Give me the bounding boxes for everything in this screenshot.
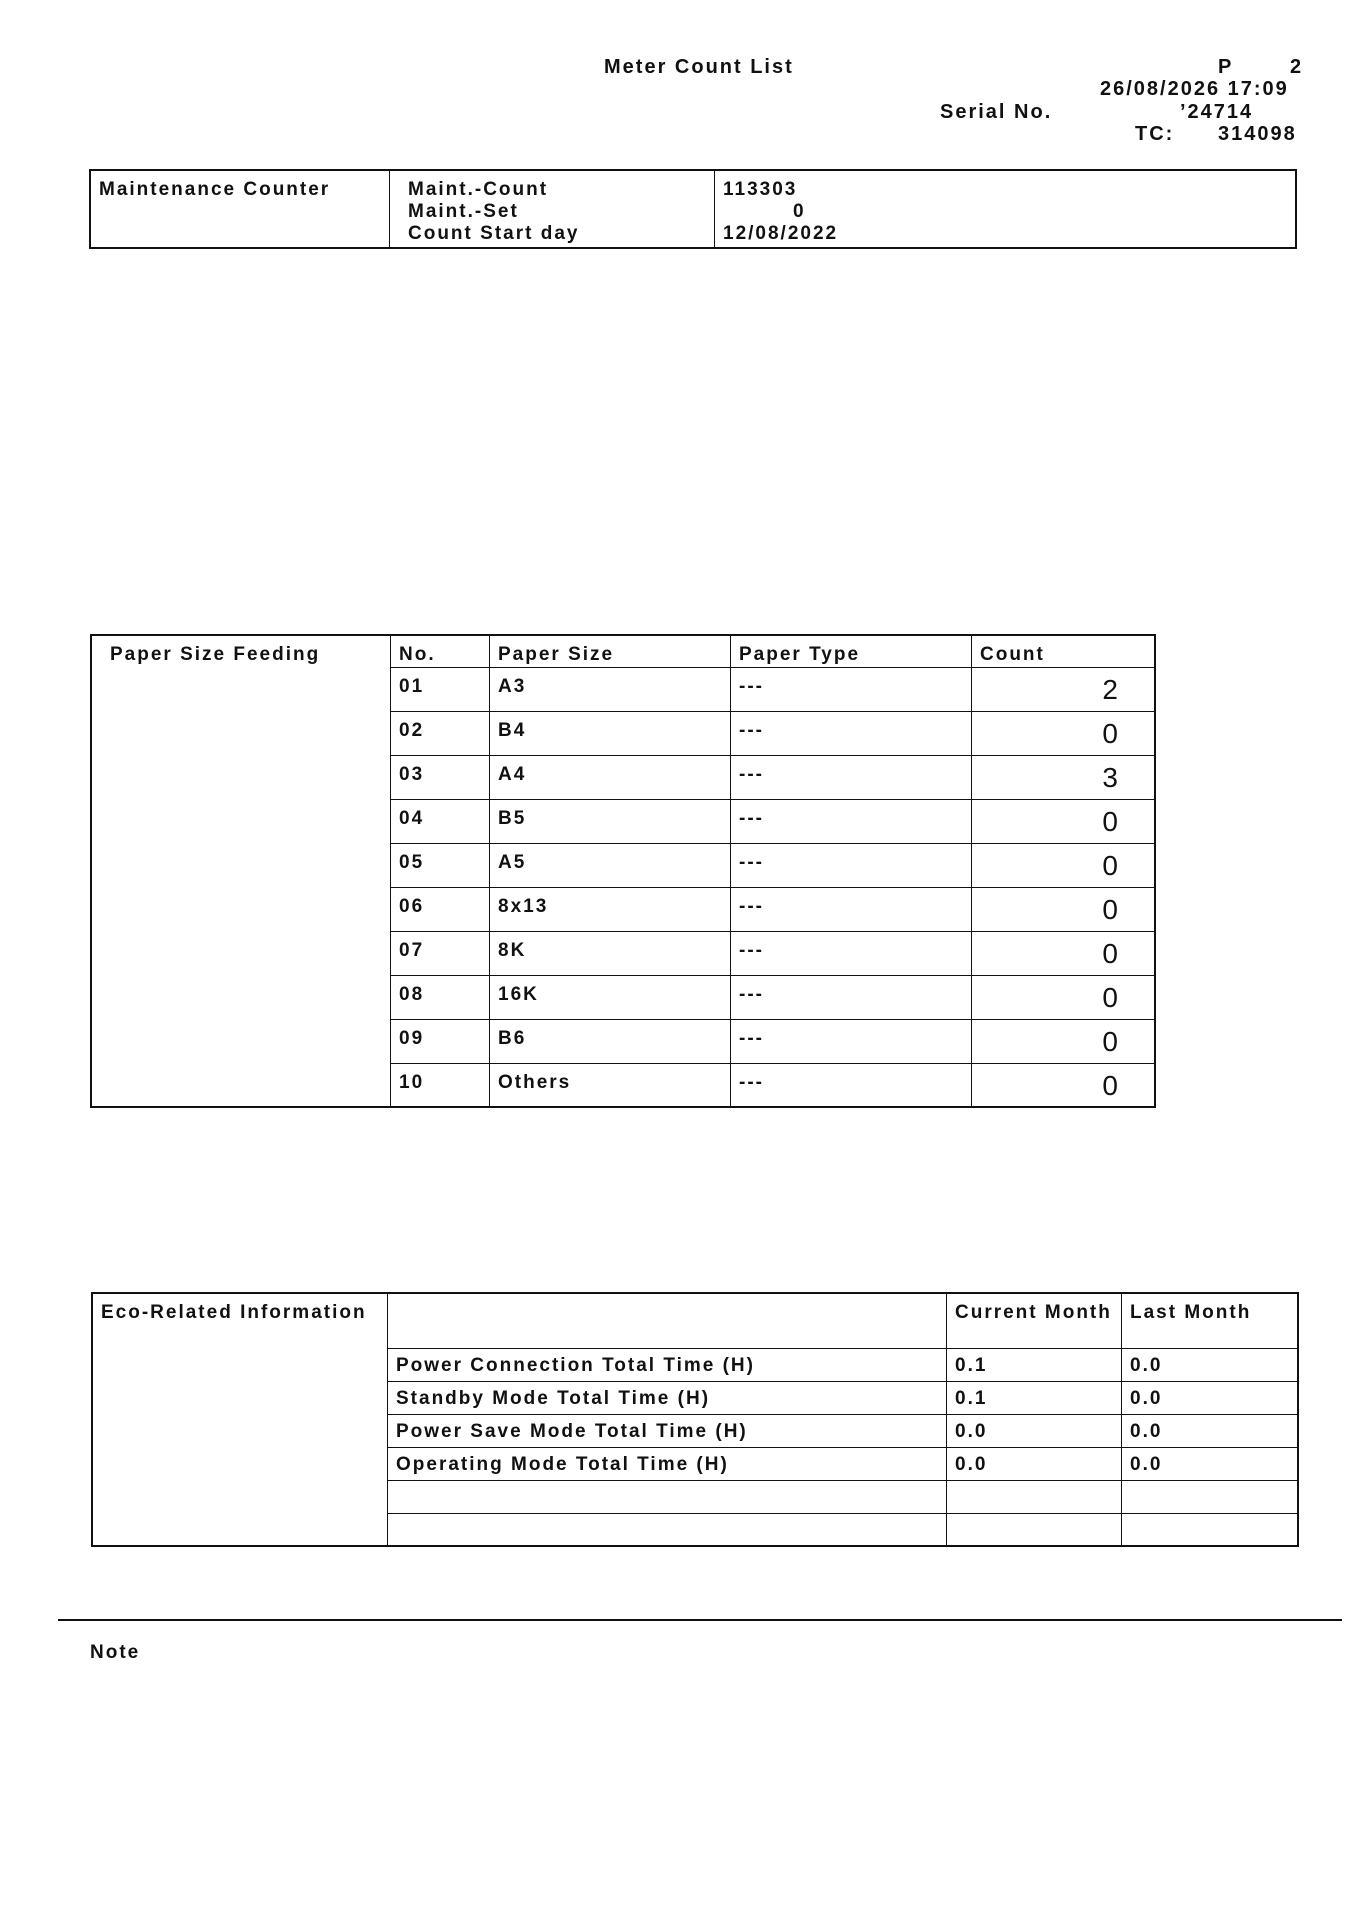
maintenance-counter-table xyxy=(89,169,1297,249)
col-header-no: No. xyxy=(391,635,490,667)
eco-row-current: 0.0 xyxy=(947,1414,1122,1447)
col-header-last-month: Last Month xyxy=(1122,1293,1299,1348)
eco-row-current xyxy=(947,1513,1122,1546)
col-header-paper-size: Paper Size xyxy=(490,635,731,667)
row-paper-type: --- xyxy=(731,667,972,711)
row-paper-type: --- xyxy=(731,975,972,1019)
row-no: 03 xyxy=(391,755,490,799)
col-header-paper-type: Paper Type xyxy=(731,635,972,667)
eco-row-label: Operating Mode Total Time (H) xyxy=(388,1447,947,1480)
row-paper-type: --- xyxy=(731,887,972,931)
eco-related-information-table xyxy=(91,1292,1299,1547)
maint-count-value: 113303 xyxy=(723,179,798,200)
eco-row-last: 0.0 xyxy=(1122,1381,1299,1414)
row-no: 02 xyxy=(391,711,490,755)
row-paper-size: A4 xyxy=(490,755,731,799)
maint-set-value: 0 xyxy=(793,201,806,222)
print-datetime: 26/08/2026 17:09 xyxy=(1100,78,1289,100)
page-number: 2 xyxy=(1290,56,1304,78)
eco-row-last: 0.0 xyxy=(1122,1348,1299,1381)
row-count: 0 xyxy=(972,1019,1156,1063)
row-paper-size: B4 xyxy=(490,711,731,755)
eco-row-label: Standby Mode Total Time (H) xyxy=(388,1381,947,1414)
note-label: Note xyxy=(90,1642,141,1663)
row-count: 0 xyxy=(972,931,1156,975)
eco-row-last: 0.0 xyxy=(1122,1447,1299,1480)
col-header-count: Count xyxy=(972,635,1156,667)
count-start-day-label: Count Start day xyxy=(408,223,580,244)
count-start-day-value: 12/08/2022 xyxy=(723,223,839,244)
note-divider xyxy=(58,1619,1342,1621)
row-no: 05 xyxy=(391,843,490,887)
eco-row-label: Power Save Mode Total Time (H) xyxy=(388,1414,947,1447)
row-paper-type: --- xyxy=(731,843,972,887)
page-title: Meter Count List xyxy=(604,56,794,78)
row-no: 07 xyxy=(391,931,490,975)
eco-row-current: 0.0 xyxy=(947,1447,1122,1480)
serial-value: ’24714 xyxy=(1180,101,1254,123)
eco-row-label: Power Connection Total Time (H) xyxy=(388,1348,947,1381)
row-no: 04 xyxy=(391,799,490,843)
row-paper-type: --- xyxy=(731,799,972,843)
row-paper-size: Others xyxy=(490,1063,731,1107)
row-no: 06 xyxy=(391,887,490,931)
row-count: 0 xyxy=(972,887,1156,931)
eco-section-label: Eco-Related Information xyxy=(101,1302,367,1323)
paper-size-feeding-table xyxy=(90,634,1156,1108)
eco-row-last: 0.0 xyxy=(1122,1414,1299,1447)
eco-row-current: 0.1 xyxy=(947,1381,1122,1414)
row-count: 3 xyxy=(972,755,1156,799)
row-count: 0 xyxy=(972,711,1156,755)
row-paper-type: --- xyxy=(731,755,972,799)
row-count: 0 xyxy=(972,1063,1156,1107)
row-paper-size: B5 xyxy=(490,799,731,843)
eco-row-last xyxy=(1122,1513,1299,1546)
eco-row-current xyxy=(947,1480,1122,1513)
eco-row-label xyxy=(388,1480,947,1513)
maint-count-label: Maint.-Count xyxy=(408,179,549,200)
row-paper-type: --- xyxy=(731,1019,972,1063)
row-count: 0 xyxy=(972,843,1156,887)
row-paper-type: --- xyxy=(731,711,972,755)
maint-set-label: Maint.-Set xyxy=(408,201,519,222)
maintenance-section-label: Maintenance Counter xyxy=(99,179,331,200)
eco-col-header-blank xyxy=(388,1293,947,1348)
col-header-current-month: Current Month xyxy=(947,1293,1122,1348)
row-no: 10 xyxy=(391,1063,490,1107)
row-paper-type: --- xyxy=(731,931,972,975)
row-paper-size: 8K xyxy=(490,931,731,975)
row-paper-size: A3 xyxy=(490,667,731,711)
tc-label: TC: xyxy=(1135,123,1175,145)
row-paper-type: --- xyxy=(731,1063,972,1107)
tc-value: 314098 xyxy=(1218,123,1297,145)
serial-label: Serial No. xyxy=(940,101,1053,123)
eco-row-label xyxy=(388,1513,947,1546)
eco-row-current: 0.1 xyxy=(947,1348,1122,1381)
row-count: 0 xyxy=(972,799,1156,843)
eco-row-last xyxy=(1122,1480,1299,1513)
row-no: 08 xyxy=(391,975,490,1019)
row-count: 2 xyxy=(972,667,1156,711)
row-paper-size: 16K xyxy=(490,975,731,1019)
row-paper-size: A5 xyxy=(490,843,731,887)
row-count: 0 xyxy=(972,975,1156,1019)
row-no: 09 xyxy=(391,1019,490,1063)
row-no: 01 xyxy=(391,667,490,711)
page-label: P xyxy=(1218,56,1234,78)
row-paper-size: B6 xyxy=(490,1019,731,1063)
paper-feeding-section-label: Paper Size Feeding xyxy=(110,644,321,665)
row-paper-size: 8x13 xyxy=(490,887,731,931)
